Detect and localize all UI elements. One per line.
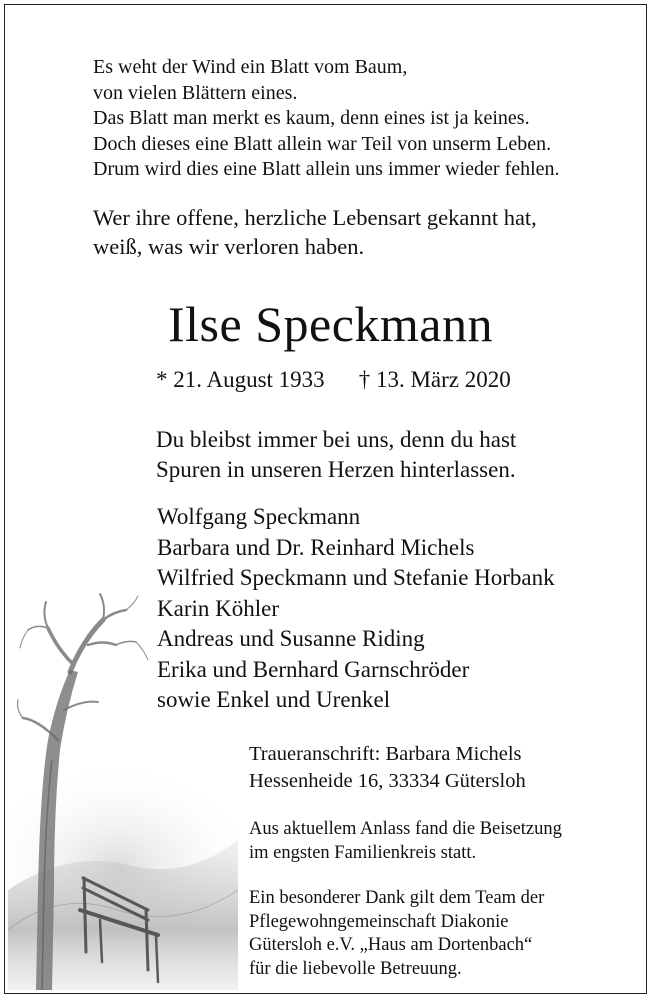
quote-line: Wer ihre offene, herzliche Lebensart gekannt hat, <box>93 205 537 230</box>
mourner-name: Wolfgang Speckmann <box>157 504 361 529</box>
poem-line: Es weht der Wind ein Blatt vom Baum, <box>93 56 408 78</box>
life-dates <box>156 366 511 394</box>
special-thanks <box>249 887 544 981</box>
mourner-name: Karin Köhler <box>157 595 279 621</box>
poem <box>93 55 560 183</box>
note-line: im engsten Familienkreis statt. <box>249 842 477 863</box>
poem-line: von vielen Blättern eines. <box>93 81 298 104</box>
mourner-name: sowie Enkel und Urenkel <box>157 687 391 712</box>
thanks-line: Gütersloh e.V. „Haus am Dortenbach“ <box>249 935 533 955</box>
deceased-name: Ilse Speckmann <box>168 296 493 352</box>
quote-line: weiß, was wir verloren haben. <box>93 234 365 259</box>
mourning-address <box>249 741 526 794</box>
burial-note <box>249 818 562 865</box>
quote <box>93 203 537 261</box>
birth-date: * 21. August 1933 <box>156 367 325 392</box>
death-date: † 13. März 2020 <box>358 367 511 392</box>
address-line: Hessenheide 16, 33334 Gütersloh <box>249 769 526 792</box>
mourner-name: Erika und Bernhard Garnschröder <box>157 656 470 682</box>
poem-line: Das Blatt man merkt es kaum, denn eines ist ja keines. <box>93 107 530 129</box>
mourner-name: Barbara und Dr. Reinhard Michels <box>157 534 475 560</box>
thanks-line: Ein besonderer Dank gilt dem Team der <box>249 888 545 908</box>
address-line: Traueranschrift: Barbara Michels <box>249 743 522 765</box>
mourner-name: Andreas und Susanne Riding <box>157 626 425 651</box>
remembrance-text <box>156 425 516 484</box>
remembrance-line: Spuren in unseren Herzen hinterlassen. <box>156 456 516 482</box>
poem-line: Drum wird dies eine Blatt allein uns immer wieder fehlen. <box>93 158 560 180</box>
remembrance-line: Du bleibst immer bei uns, denn du hast <box>156 427 517 452</box>
note-line: Aus aktuellem Anlass fand die Beisetzung <box>249 819 562 839</box>
mourner-name: Wilfried Speckmann und Stefanie Horbank <box>157 565 555 590</box>
thanks-line: Pflegewohngemeinschaft Diakonie <box>249 911 509 932</box>
mourners-list <box>157 502 555 716</box>
thanks-line: für die liebevolle Betreuung. <box>249 958 462 979</box>
poem-line: Doch dieses eine Blatt allein war Teil von unserm Leben. <box>93 132 552 155</box>
